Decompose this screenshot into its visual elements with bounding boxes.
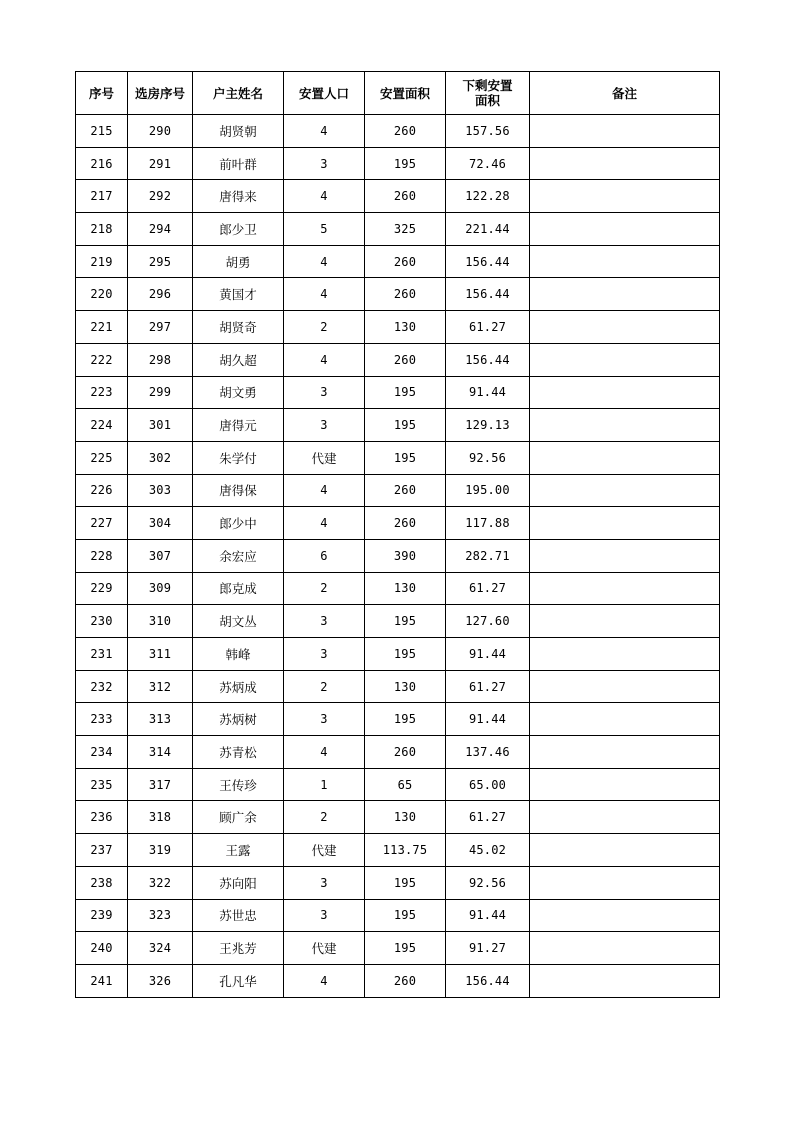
cell-room-seq: 298 [128,343,193,376]
cell-owner-name: 韩峰 [193,638,284,671]
cell-owner-name: 郎少卫 [193,213,284,246]
cell-area: 130 [365,311,446,344]
cell-room-seq: 302 [128,441,193,474]
cell-remark [530,899,720,932]
cell-remark [530,932,720,965]
cell-area: 195 [365,605,446,638]
cell-owner-name: 苏炳树 [193,703,284,736]
cell-area: 195 [365,376,446,409]
cell-population: 代建 [284,932,365,965]
cell-remaining-area: 61.27 [446,572,530,605]
cell-room-seq: 301 [128,409,193,442]
header-owner-name: 户主姓名 [193,72,284,115]
cell-population: 4 [284,736,365,769]
cell-remaining-area: 282.71 [446,539,530,572]
cell-owner-name: 王露 [193,834,284,867]
cell-seq: 218 [76,213,128,246]
cell-owner-name: 胡久超 [193,343,284,376]
cell-population: 4 [284,278,365,311]
cell-seq: 222 [76,343,128,376]
cell-owner-name: 郎少中 [193,507,284,540]
cell-remark [530,409,720,442]
cell-remaining-area: 129.13 [446,409,530,442]
cell-area: 260 [365,245,446,278]
cell-room-seq: 296 [128,278,193,311]
cell-remaining-area: 61.27 [446,801,530,834]
table-row [76,245,720,278]
cell-room-seq: 313 [128,703,193,736]
cell-seq: 238 [76,866,128,899]
cell-population: 5 [284,213,365,246]
table-row [76,932,720,965]
cell-seq: 233 [76,703,128,736]
table-row [76,670,720,703]
cell-area: 260 [365,736,446,769]
cell-population: 4 [284,507,365,540]
cell-area: 195 [365,638,446,671]
cell-remaining-area: 72.46 [446,147,530,180]
table-row [76,441,720,474]
cell-seq: 237 [76,834,128,867]
cell-remaining-area: 91.44 [446,703,530,736]
header-room-seq: 选房序号 [128,72,193,115]
cell-remaining-area: 122.28 [446,180,530,213]
table-row [76,964,720,997]
cell-owner-name: 苏向阳 [193,866,284,899]
cell-area: 130 [365,572,446,605]
cell-population: 3 [284,866,365,899]
table-body [76,115,720,998]
cell-remaining-area: 221.44 [446,213,530,246]
table-row [76,343,720,376]
cell-area: 195 [365,441,446,474]
cell-area: 260 [365,474,446,507]
cell-remark [530,572,720,605]
cell-remaining-area: 156.44 [446,343,530,376]
cell-remark [530,376,720,409]
cell-seq: 223 [76,376,128,409]
cell-area: 65 [365,768,446,801]
cell-remaining-area: 156.44 [446,245,530,278]
cell-owner-name: 苏世忠 [193,899,284,932]
cell-population: 4 [284,474,365,507]
table-row [76,801,720,834]
cell-room-seq: 318 [128,801,193,834]
table-row [76,311,720,344]
table-row [76,638,720,671]
table-row [76,703,720,736]
cell-remark [530,964,720,997]
cell-owner-name: 胡勇 [193,245,284,278]
cell-remaining-area: 91.44 [446,899,530,932]
cell-room-seq: 309 [128,572,193,605]
cell-room-seq: 323 [128,899,193,932]
cell-room-seq: 303 [128,474,193,507]
cell-remark [530,147,720,180]
cell-remaining-area: 137.46 [446,736,530,769]
cell-seq: 215 [76,115,128,148]
cell-room-seq: 290 [128,115,193,148]
cell-area: 260 [365,115,446,148]
cell-remaining-area: 92.56 [446,866,530,899]
cell-room-seq: 311 [128,638,193,671]
cell-remark [530,801,720,834]
cell-area: 260 [365,964,446,997]
cell-remark [530,245,720,278]
cell-seq: 221 [76,311,128,344]
cell-remaining-area: 45.02 [446,834,530,867]
cell-remark [530,278,720,311]
cell-owner-name: 唐得来 [193,180,284,213]
cell-population: 4 [284,180,365,213]
cell-remark [530,638,720,671]
cell-seq: 226 [76,474,128,507]
table-row [76,899,720,932]
cell-remark [530,670,720,703]
cell-owner-name: 胡文勇 [193,376,284,409]
cell-remark [530,834,720,867]
cell-population: 4 [284,245,365,278]
cell-seq: 217 [76,180,128,213]
header-remaining-area: 下剩安置面积 [446,72,530,115]
cell-room-seq: 304 [128,507,193,540]
cell-remark [530,311,720,344]
cell-room-seq: 291 [128,147,193,180]
cell-remark [530,213,720,246]
cell-owner-name: 苏青松 [193,736,284,769]
cell-remaining-area: 117.88 [446,507,530,540]
cell-remaining-area: 156.44 [446,964,530,997]
cell-population: 2 [284,311,365,344]
cell-population: 3 [284,703,365,736]
cell-owner-name: 胡贤朝 [193,115,284,148]
cell-population: 3 [284,409,365,442]
cell-area: 195 [365,932,446,965]
cell-population: 1 [284,768,365,801]
cell-area: 195 [365,703,446,736]
cell-owner-name: 胡文丛 [193,605,284,638]
cell-area: 195 [365,899,446,932]
cell-seq: 240 [76,932,128,965]
cell-room-seq: 319 [128,834,193,867]
header-population: 安置人口 [284,72,365,115]
table-row [76,115,720,148]
cell-seq: 234 [76,736,128,769]
cell-area: 113.75 [365,834,446,867]
cell-owner-name: 唐得保 [193,474,284,507]
table-row [76,474,720,507]
cell-population: 4 [284,343,365,376]
cell-seq: 228 [76,539,128,572]
cell-population: 3 [284,638,365,671]
table-row [76,213,720,246]
cell-remaining-area: 156.44 [446,278,530,311]
cell-room-seq: 326 [128,964,193,997]
cell-remaining-area: 157.56 [446,115,530,148]
resettlement-table [75,71,720,998]
cell-seq: 227 [76,507,128,540]
table-row [76,768,720,801]
cell-area: 195 [365,409,446,442]
cell-remark [530,507,720,540]
cell-population: 2 [284,801,365,834]
cell-seq: 232 [76,670,128,703]
cell-room-seq: 324 [128,932,193,965]
cell-owner-name: 朱学付 [193,441,284,474]
cell-population: 代建 [284,834,365,867]
cell-area: 390 [365,539,446,572]
table-row [76,180,720,213]
cell-remark [530,703,720,736]
cell-area: 130 [365,670,446,703]
cell-room-seq: 294 [128,213,193,246]
cell-owner-name: 顾广余 [193,801,284,834]
cell-owner-name: 王传珍 [193,768,284,801]
table-row [76,507,720,540]
header-remarks: 备注 [530,72,720,115]
cell-area: 195 [365,866,446,899]
cell-area: 325 [365,213,446,246]
cell-remark [530,539,720,572]
cell-owner-name: 胡贤奇 [193,311,284,344]
cell-area: 130 [365,801,446,834]
cell-room-seq: 307 [128,539,193,572]
table-row [76,834,720,867]
cell-remaining-area: 195.00 [446,474,530,507]
cell-area: 260 [365,343,446,376]
cell-seq: 219 [76,245,128,278]
cell-seq: 235 [76,768,128,801]
cell-owner-name: 余宏应 [193,539,284,572]
table-row [76,409,720,442]
cell-population: 2 [284,670,365,703]
cell-room-seq: 312 [128,670,193,703]
cell-room-seq: 317 [128,768,193,801]
cell-owner-name: 苏炳成 [193,670,284,703]
header-area: 安置面积 [365,72,446,115]
cell-population: 6 [284,539,365,572]
cell-area: 260 [365,278,446,311]
cell-room-seq: 299 [128,376,193,409]
cell-remark [530,866,720,899]
cell-room-seq: 297 [128,311,193,344]
cell-remaining-area: 61.27 [446,311,530,344]
cell-seq: 229 [76,572,128,605]
cell-room-seq: 292 [128,180,193,213]
cell-remark [530,115,720,148]
cell-seq: 231 [76,638,128,671]
cell-room-seq: 322 [128,866,193,899]
cell-seq: 241 [76,964,128,997]
cell-remaining-area: 91.44 [446,638,530,671]
cell-remaining-area: 61.27 [446,670,530,703]
cell-remark [530,180,720,213]
cell-owner-name: 孔凡华 [193,964,284,997]
cell-owner-name: 王兆芳 [193,932,284,965]
table-row [76,147,720,180]
cell-owner-name: 唐得元 [193,409,284,442]
cell-remaining-area: 91.44 [446,376,530,409]
cell-population: 3 [284,899,365,932]
cell-remaining-area: 91.27 [446,932,530,965]
cell-area: 195 [365,147,446,180]
cell-seq: 236 [76,801,128,834]
cell-remark [530,736,720,769]
cell-remark [530,441,720,474]
cell-room-seq: 295 [128,245,193,278]
cell-owner-name: 前叶群 [193,147,284,180]
cell-seq: 216 [76,147,128,180]
cell-seq: 230 [76,605,128,638]
table-row [76,572,720,605]
cell-population: 3 [284,605,365,638]
table-row [76,376,720,409]
table-row [76,539,720,572]
cell-remaining-area: 65.00 [446,768,530,801]
table-row [76,736,720,769]
table-row [76,605,720,638]
cell-remaining-area: 127.60 [446,605,530,638]
cell-area: 260 [365,180,446,213]
cell-seq: 225 [76,441,128,474]
cell-seq: 220 [76,278,128,311]
cell-population: 4 [284,964,365,997]
cell-remark [530,343,720,376]
cell-seq: 239 [76,899,128,932]
cell-owner-name: 黄国才 [193,278,284,311]
cell-population: 3 [284,376,365,409]
cell-remark [530,768,720,801]
header-seq: 序号 [76,72,128,115]
table-row [76,278,720,311]
table-header-row [76,72,720,115]
cell-room-seq: 310 [128,605,193,638]
cell-remaining-area: 92.56 [446,441,530,474]
cell-area: 260 [365,507,446,540]
table-row [76,866,720,899]
cell-owner-name: 郎克成 [193,572,284,605]
cell-remark [530,605,720,638]
cell-population: 2 [284,572,365,605]
cell-seq: 224 [76,409,128,442]
cell-population: 3 [284,147,365,180]
cell-population: 代建 [284,441,365,474]
cell-remark [530,474,720,507]
cell-population: 4 [284,115,365,148]
cell-room-seq: 314 [128,736,193,769]
